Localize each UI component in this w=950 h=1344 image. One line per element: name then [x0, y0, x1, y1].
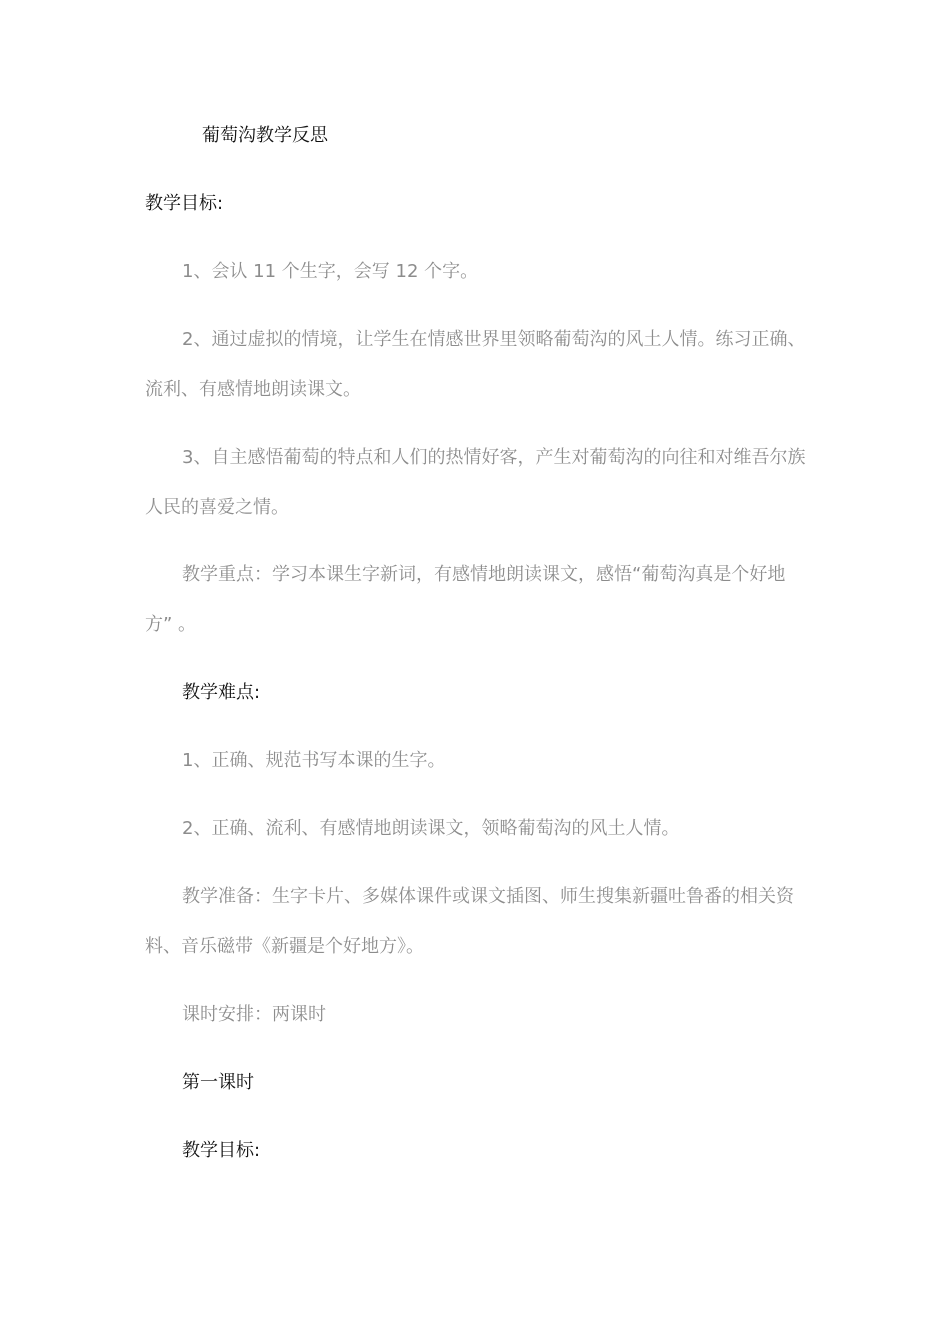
difficulty-item-1: 1、正确、规范书写本课的生字。: [182, 750, 446, 771]
goal-item-1: 1、会认 11 个生字，会写 12 个字。: [182, 261, 479, 282]
difficulty-item-2: 2、正确、流利、有感情地朗读课文，领略葡萄沟的风土人情。: [182, 818, 680, 839]
goal-item-2: 2、通过虚拟的情境，让学生在情感世界里领略葡萄沟的风土人情。练习正确、流利、有感情地朗读课文。: [145, 329, 806, 400]
key-points-paragraph: 教学重点：学习本课生字新词，有感情地朗读课文，感悟“葡萄沟真是个好地方” 。: [145, 564, 786, 635]
schedule-line: 课时安排：两课时: [182, 1004, 326, 1025]
heading-teaching-goals: 教学目标:: [145, 193, 224, 214]
document-title: 葡萄沟教学反思: [202, 125, 328, 146]
lesson-one-goals-heading: 教学目标:: [182, 1140, 261, 1161]
heading-teaching-difficulties: 教学难点:: [182, 682, 261, 703]
preparation-paragraph: 教学准备：生字卡片、多媒体课件或课文插图、师生搜集新疆吐鲁番的相关资料、音乐磁带《新疆是个好地方》。: [145, 886, 794, 957]
lesson-one-heading: 第一课时: [182, 1072, 254, 1093]
goal-item-3: 3、自主感悟葡萄的特点和人们的热情好客，产生对葡萄沟的向往和对维吾尔族人民的喜爱之情。: [145, 447, 806, 518]
